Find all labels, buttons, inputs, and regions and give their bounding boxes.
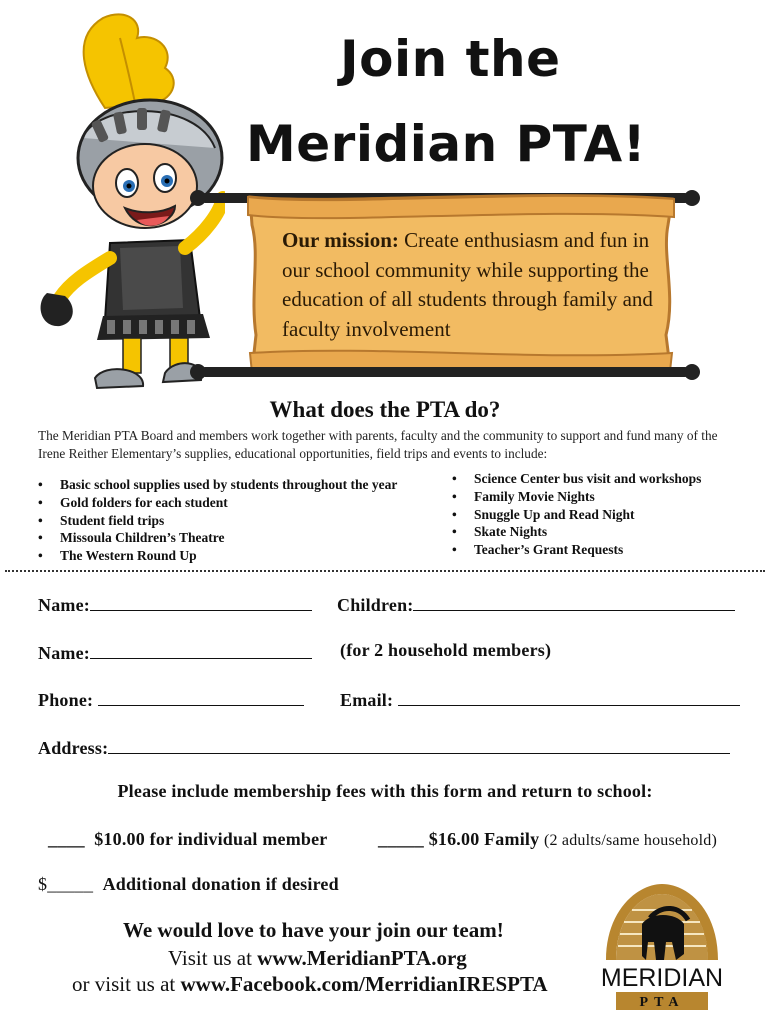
mission-statement xyxy=(282,226,662,344)
phone-blank[interactable] xyxy=(98,687,304,706)
address-field[interactable] xyxy=(38,735,730,759)
fees-instruction: Please include membership fees with this form and return to school: xyxy=(117,781,653,801)
name-field-1[interactable] xyxy=(38,592,312,616)
facebook-line xyxy=(72,972,548,997)
individual-fee-option[interactable] xyxy=(48,829,328,850)
family-fee-note: (2 adults/same household) xyxy=(544,832,717,849)
name-label: Name: xyxy=(38,595,90,615)
name-blank[interactable] xyxy=(90,592,312,611)
activities-list-left xyxy=(38,476,397,565)
children-field[interactable] xyxy=(337,592,735,616)
website-prefix: Visit us at xyxy=(168,946,252,970)
name2-blank[interactable] xyxy=(90,640,312,659)
activities-list-right xyxy=(452,470,701,559)
page-title-line-1: Join the xyxy=(340,30,561,88)
household-note: (for 2 household members) xyxy=(340,640,552,660)
list-item: • Science Center bus visit and workshops xyxy=(452,470,701,488)
meridian-pta-logo xyxy=(592,882,732,1014)
list-item: • Student field trips xyxy=(38,512,397,530)
family-blank[interactable]: _____ xyxy=(378,829,424,849)
list-item: • The Western Round Up xyxy=(38,547,397,565)
address-blank[interactable] xyxy=(108,735,730,754)
family-fee-label: $16.00 Family xyxy=(428,829,540,849)
list-item: • Missoula Children’s Theatre xyxy=(38,529,397,547)
list-item: • Family Movie Nights xyxy=(452,488,701,506)
list-item: • Teacher’s Grant Requests xyxy=(452,541,701,559)
individual-fee-label: $10.00 for individual member xyxy=(94,829,328,849)
family-fee-option[interactable] xyxy=(378,829,717,850)
phone-field[interactable] xyxy=(38,687,304,711)
address-label: Address: xyxy=(38,738,109,758)
donation-option[interactable] xyxy=(38,874,339,895)
activities-intro: The Meridian PTA Board and members work together with parents, faculty and the community to support and fund many of the Irene Reither Elementary’s supplies, educational opportunities, field trips and events to include: xyxy=(38,428,718,461)
facebook-prefix: or visit us at xyxy=(72,972,176,996)
activities-heading: What does the PTA do? xyxy=(269,397,501,422)
donation-label: Additional donation if desired xyxy=(102,874,339,894)
logo-name: MERIDIAN xyxy=(600,964,724,992)
name-field-2[interactable] xyxy=(38,640,312,664)
closing-line: We would love to have your join our team! xyxy=(123,918,504,942)
facebook-link[interactable]: www.Facebook.com/MerridianIRESPTA xyxy=(180,972,548,996)
page-title-line-2: Meridian PTA! xyxy=(246,115,647,173)
list-item: • Gold folders for each student xyxy=(38,494,397,512)
website-link[interactable]: www.MeridianPTA.org xyxy=(257,946,467,970)
email-blank[interactable] xyxy=(398,687,740,706)
dotted-cut-line xyxy=(5,570,765,572)
email-field[interactable] xyxy=(340,687,740,711)
mission-text: Create enthusiasm and fun in our school community while supporting the education of all students through family and faculty involvement xyxy=(282,228,653,341)
children-label: Children: xyxy=(337,595,414,615)
donation-blank[interactable]: $_____ xyxy=(38,874,94,894)
mission-label: Our mission: xyxy=(282,228,399,252)
list-item: • Skate Nights xyxy=(452,523,701,541)
individual-blank[interactable]: ____ xyxy=(48,829,85,849)
email-label: Email: xyxy=(340,690,394,710)
children-blank[interactable] xyxy=(413,592,735,611)
list-item: • Basic school supplies used by students throughout the year xyxy=(38,476,397,494)
website-line xyxy=(168,946,467,971)
logo-sub: PTA xyxy=(639,995,685,1010)
phone-label: Phone: xyxy=(38,690,94,710)
list-item: • Snuggle Up and Read Night xyxy=(452,506,701,524)
name2-label: Name: xyxy=(38,643,90,663)
